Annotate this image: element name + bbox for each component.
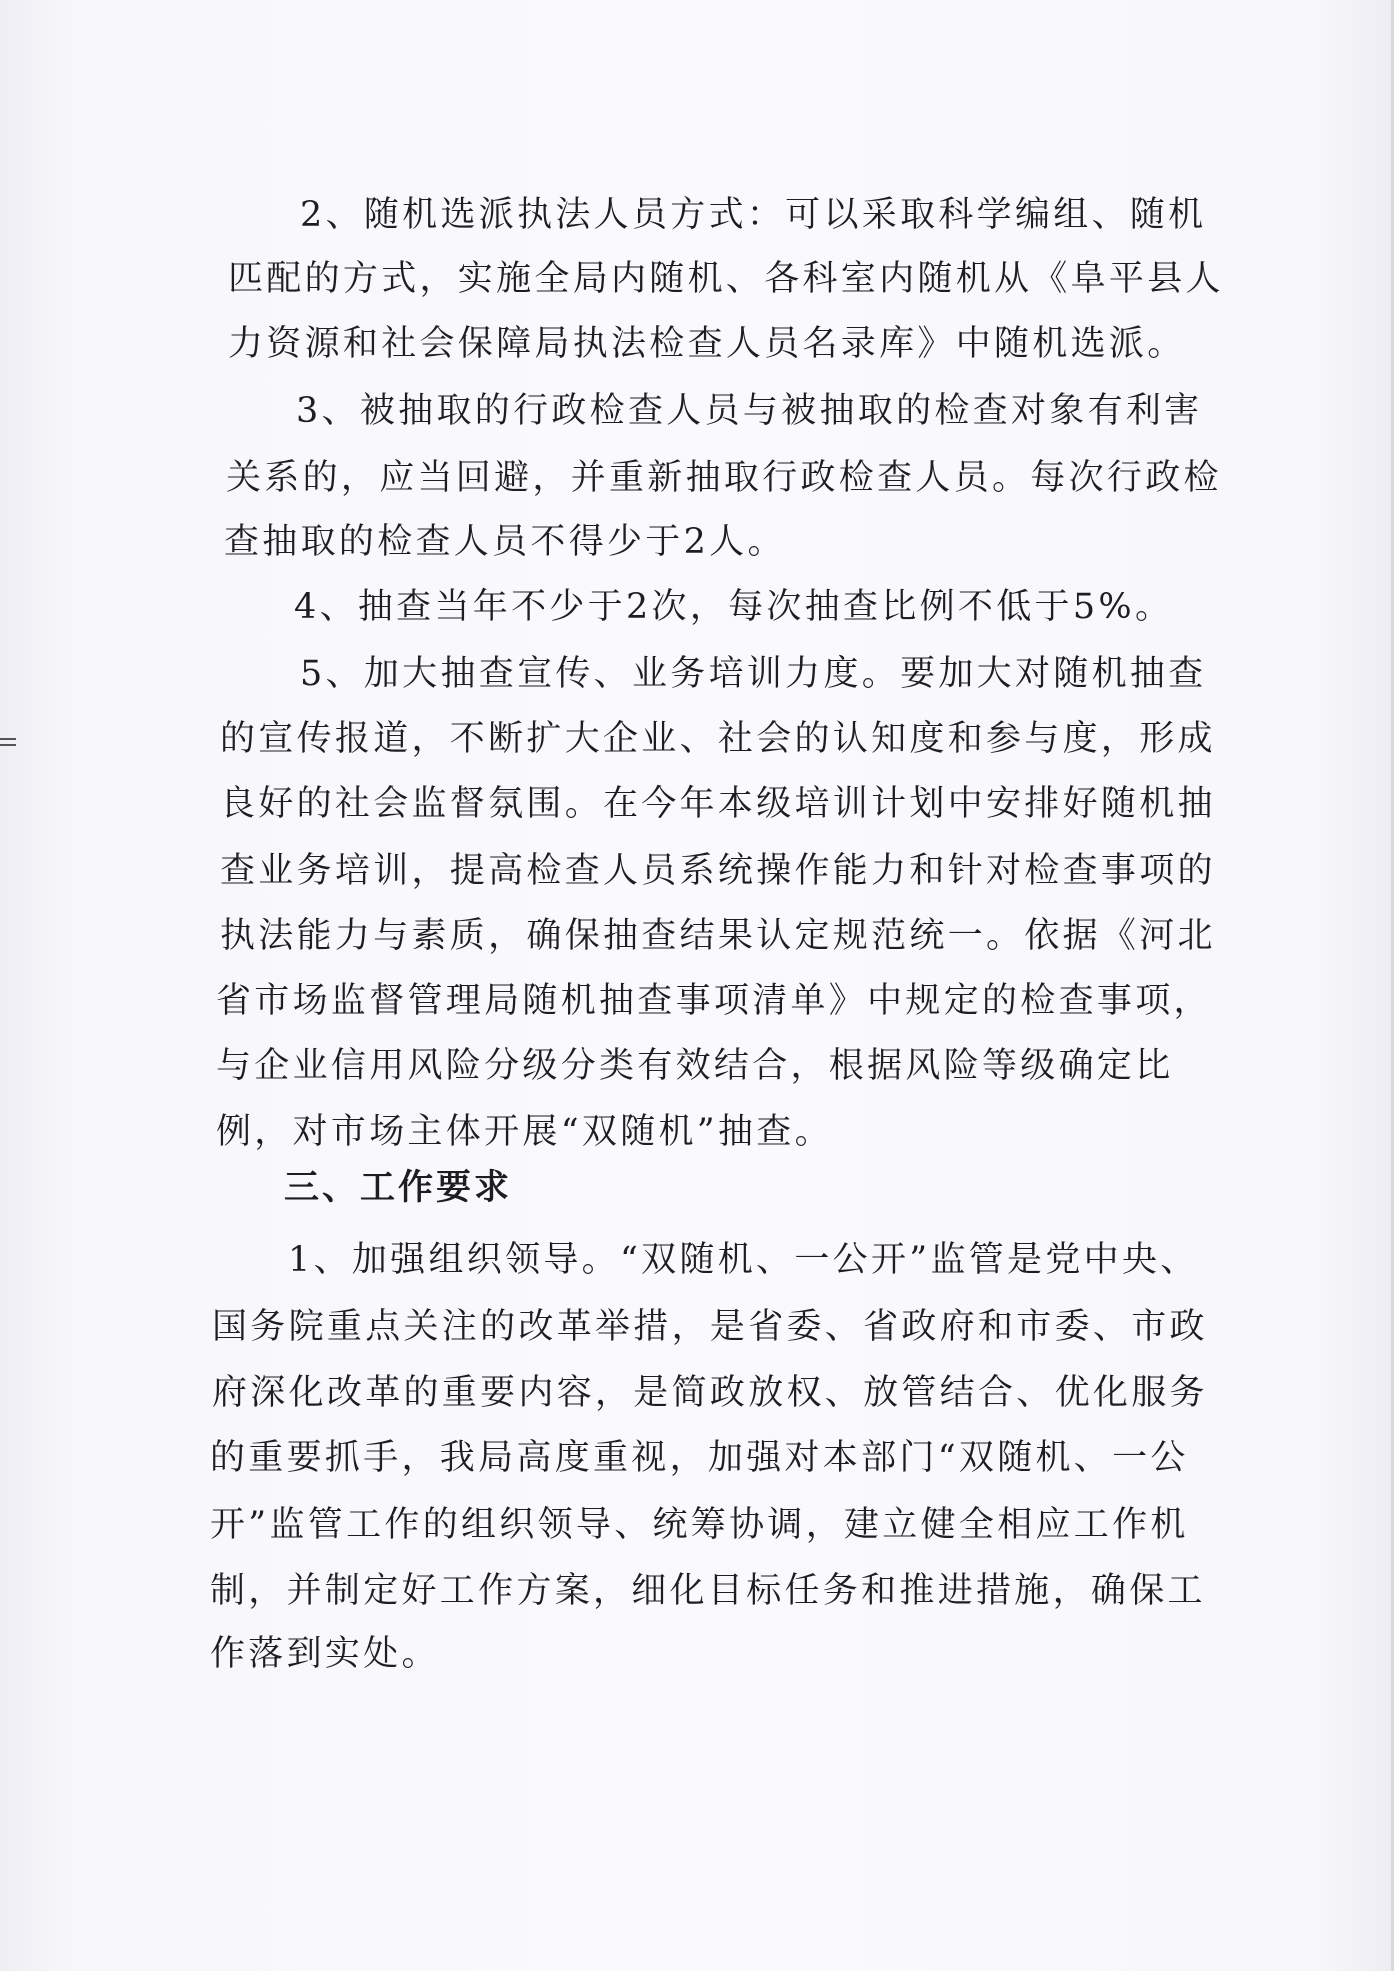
paragraph-req-1-line-6: 制，并制定好工作方案，细化目标任务和推进措施，确保工 <box>210 1571 1206 1611</box>
paragraph-item-5-line-5: 执法能力与素质，确保抽查结果认定规范统一。依据《河北 <box>220 916 1216 956</box>
section-heading-requirements: 三、工作要求 <box>284 1168 513 1208</box>
paragraph-item-5-line-1: 5、加大抽查宣传、业务培训力度。要加大对随机抽查 <box>300 654 1207 694</box>
paragraph-item-5-line-8: 例，对市场主体开展“双随机”抽查。 <box>216 1112 833 1152</box>
paragraph-item-3-line-3: 查抽取的检查人员不得少于2人。 <box>224 522 786 562</box>
paragraph-req-1-line-2: 国务院重点关注的改革举措，是省委、省政府和市委、市政 <box>212 1307 1208 1347</box>
paragraph-item-5-line-6: 省市场监督管理局随机抽查事项清单》中规定的检查事项， <box>216 981 1212 1021</box>
paragraph-item-4-line-1: 4、抽查当年不少于2次，每次抽查比例不低于5%。 <box>294 587 1174 627</box>
paragraph-req-1-line-3: 府深化改革的重要内容，是简政放权、放管结合、优化服务 <box>212 1373 1208 1413</box>
paragraph-item-2-line-3: 力资源和社会保障局执法检查人员名录库》中随机选派。 <box>228 324 1186 364</box>
paragraph-req-1-line-5: 开”监管工作的组织领导、统筹协调，建立健全相应工作机 <box>210 1505 1189 1545</box>
binding-mark <box>0 738 16 746</box>
paragraph-item-2-line-2: 匹配的方式，实施全局内随机、各科室内随机从《阜平县人 <box>228 259 1224 299</box>
paragraph-item-5-line-2: 的宣传报道，不断扩大企业、社会的认知度和参与度，形成 <box>220 719 1216 759</box>
paragraph-item-2-line-1: 2、随机选派执法人员方式：可以采取科学编组、随机 <box>300 195 1207 235</box>
paragraph-req-1-line-1: 1、加强组织领导。“双随机、一公开”监管是党中央、 <box>288 1240 1199 1280</box>
paragraph-item-5-line-7: 与企业信用风险分级分类有效结合，根据风险等级确定比 <box>216 1046 1174 1086</box>
paragraph-item-5-line-4: 查业务培训，提高检查人员系统操作能力和针对检查事项的 <box>220 851 1216 891</box>
paragraph-item-5-line-3: 良好的社会监督氛围。在今年本级培训计划中安排好随机抽 <box>220 784 1216 824</box>
paragraph-req-1-line-7: 作落到实处。 <box>210 1634 440 1674</box>
paragraph-item-3-line-1: 3、被抽取的行政检查人员与被抽取的检查对象有利害 <box>296 391 1203 431</box>
paragraph-req-1-line-4: 的重要抓手，我局高度重视，加强对本部门“双随机、一公 <box>210 1438 1189 1478</box>
paragraph-item-3-line-2: 关系的，应当回避，并重新抽取行政检查人员。每次行政检 <box>226 458 1222 498</box>
